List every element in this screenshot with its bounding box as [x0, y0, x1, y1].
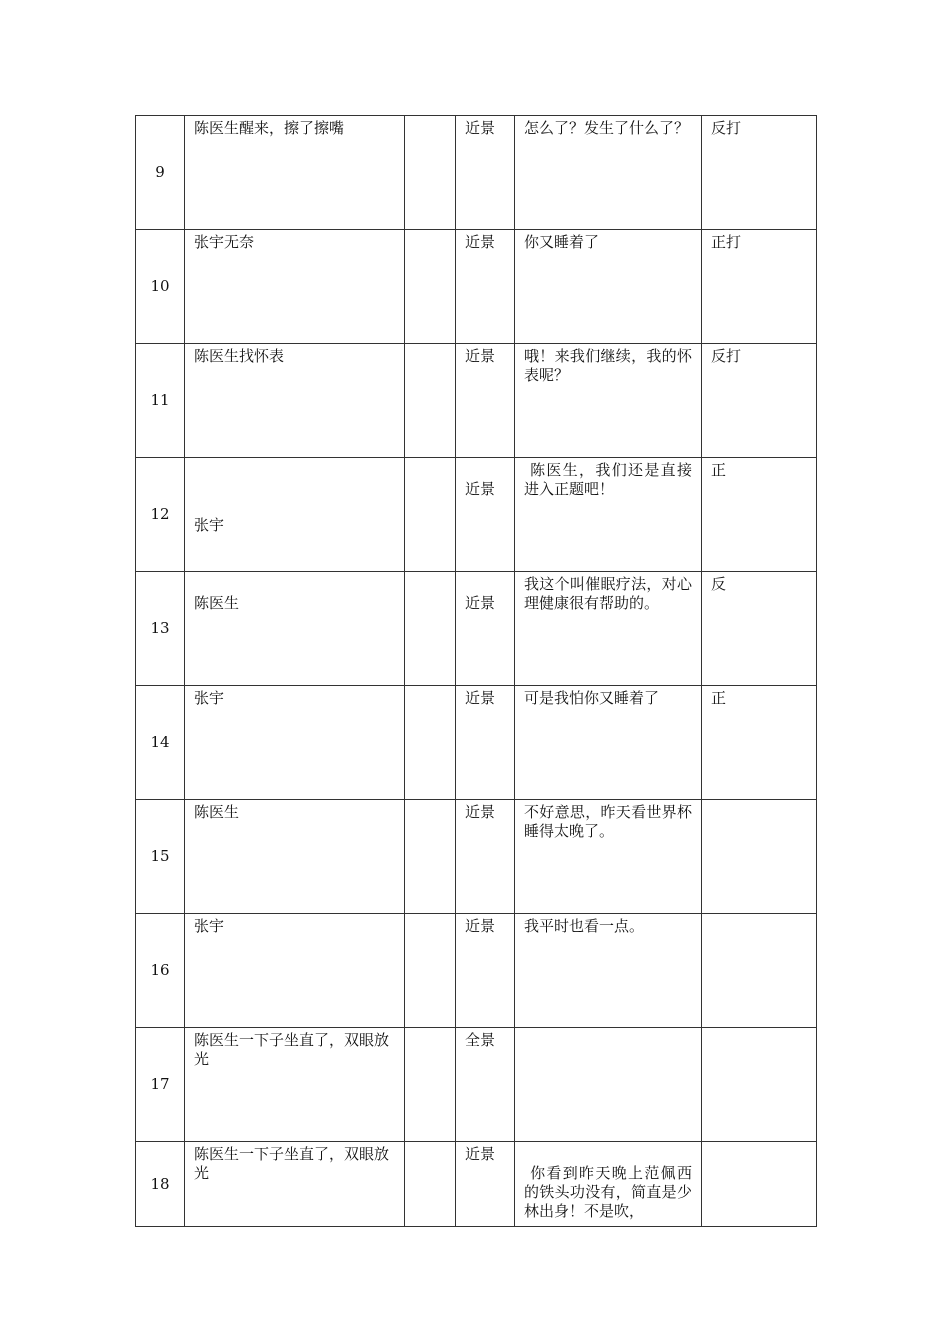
table-row	[136, 116, 817, 230]
shot-size: 近景	[456, 344, 515, 458]
table-row	[136, 1142, 817, 1227]
dialogue: 哦！来我们继续，我的怀表呢？	[515, 344, 702, 458]
scene-description: 陈医生一下子坐直了，双眼放光	[185, 1142, 405, 1227]
camera-angle: 反	[702, 572, 817, 686]
shot-size: 近景	[456, 800, 515, 914]
blank-cell	[405, 800, 456, 914]
shot-size: 近景	[456, 458, 515, 572]
scene-description: 陈医生找怀表	[185, 344, 405, 458]
blank-cell	[405, 914, 456, 1028]
camera-angle	[702, 914, 817, 1028]
shot-number: 12	[136, 458, 185, 572]
scene-description: 陈医生一下子坐直了，双眼放光	[185, 1028, 405, 1142]
dialogue: 怎么了？发生了什么了？	[515, 116, 702, 230]
blank-cell	[405, 458, 456, 572]
dialogue: 你看到昨天晚上范佩西的铁头功没有，简直是少林出身！不是吹，	[515, 1142, 702, 1227]
blank-cell	[405, 1028, 456, 1142]
dialogue: 可是我怕你又睡着了	[515, 686, 702, 800]
camera-angle	[702, 1028, 817, 1142]
camera-angle: 正	[702, 686, 817, 800]
dialogue	[515, 1028, 702, 1142]
scene-description: 张宇	[185, 914, 405, 1028]
scene-description: 陈医生醒来，擦了擦嘴	[185, 116, 405, 230]
shot-number: 14	[136, 686, 185, 800]
shot-size: 近景	[456, 914, 515, 1028]
shot-size: 近景	[456, 230, 515, 344]
scene-description: 张宇	[185, 686, 405, 800]
camera-angle: 反打	[702, 344, 817, 458]
shot-number: 18	[136, 1142, 185, 1227]
dialogue: 不好意思，昨天看世界杯睡得太晚了。	[515, 800, 702, 914]
shot-size: 近景	[456, 1142, 515, 1227]
table-row	[136, 572, 817, 686]
dialogue: 你又睡着了	[515, 230, 702, 344]
shot-number: 16	[136, 914, 185, 1028]
shot-size: 近景	[456, 116, 515, 230]
blank-cell	[405, 1142, 456, 1227]
storyboard-table	[135, 115, 817, 1227]
shot-number: 9	[136, 116, 185, 230]
scene-description: 陈医生	[185, 572, 405, 686]
blank-cell	[405, 116, 456, 230]
table-row	[136, 686, 817, 800]
scene-description	[185, 458, 405, 572]
blank-cell	[405, 230, 456, 344]
camera-angle	[702, 800, 817, 914]
shot-size: 近景	[456, 686, 515, 800]
shot-size: 近景	[456, 572, 515, 686]
blank-cell	[405, 572, 456, 686]
table-row	[136, 230, 817, 344]
shot-number: 11	[136, 344, 185, 458]
shot-number: 17	[136, 1028, 185, 1142]
table-row	[136, 344, 817, 458]
dialogue: 我平时也看一点。	[515, 914, 702, 1028]
table-row	[136, 458, 817, 572]
camera-angle: 正	[702, 458, 817, 572]
shot-number: 10	[136, 230, 185, 344]
shot-number: 15	[136, 800, 185, 914]
blank-cell	[405, 686, 456, 800]
blank-cell	[405, 344, 456, 458]
table-row	[136, 1028, 817, 1142]
shot-size: 全景	[456, 1028, 515, 1142]
table-row	[136, 914, 817, 1028]
scene-description: 张宇无奈	[185, 230, 405, 344]
scene-description: 陈医生	[185, 800, 405, 914]
shot-number: 13	[136, 572, 185, 686]
table-row	[136, 800, 817, 914]
dialogue: 陈医生，我们还是直接进入正题吧！	[515, 458, 702, 572]
camera-angle: 反打	[702, 116, 817, 230]
camera-angle: 正打	[702, 230, 817, 344]
dialogue: 我这个叫催眠疗法，对心理健康很有帮助的。	[515, 572, 702, 686]
scene-description-text: 张宇	[194, 516, 225, 534]
camera-angle	[702, 1142, 817, 1227]
